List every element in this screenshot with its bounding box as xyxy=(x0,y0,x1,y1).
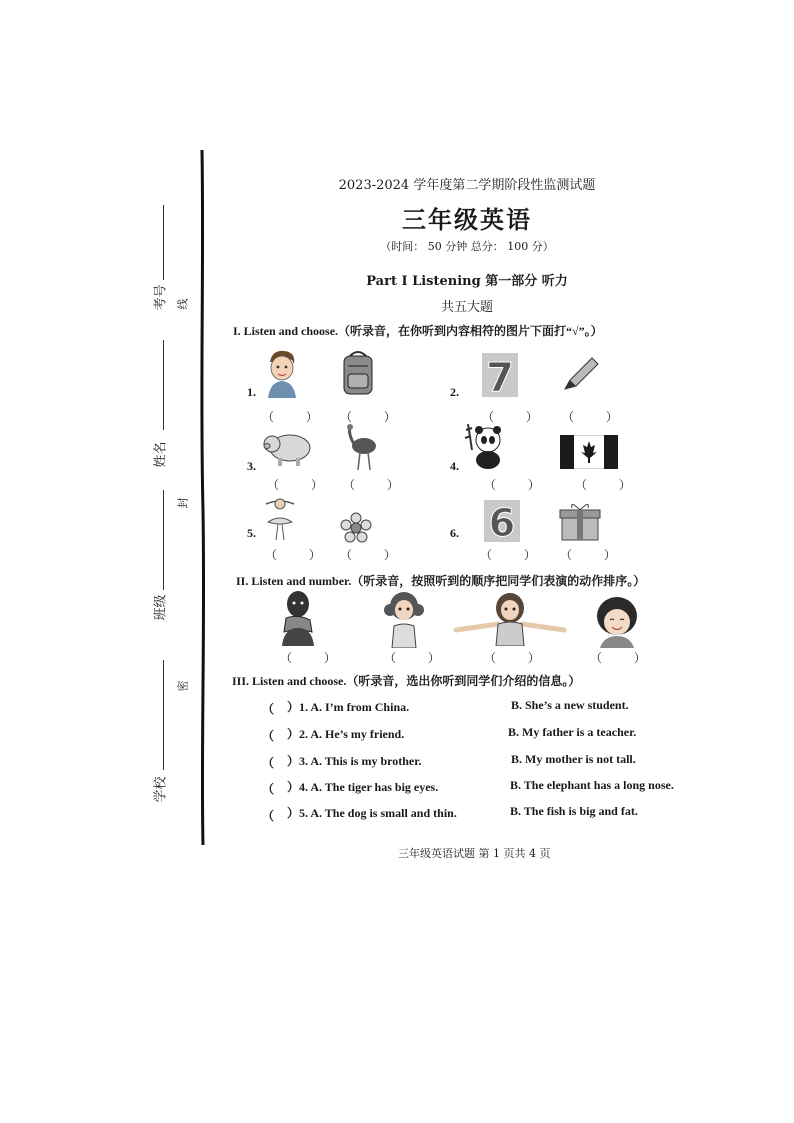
section2-instruction: II. Listen and number.（听录音，按照听到的顺序把同学们表演的动作排序。） xyxy=(236,574,646,588)
answer-paren[interactable]: （ ） xyxy=(340,410,410,424)
answer-paren[interactable]: （ ） xyxy=(560,548,630,562)
option-b: B. The elephant has a long nose. xyxy=(510,778,674,792)
pig-icon xyxy=(262,428,314,468)
option-a: ）5. A. The dog is small and thin. xyxy=(287,806,457,820)
answer-paren[interactable]: （ ） xyxy=(340,548,410,562)
ballerina-icon xyxy=(262,496,298,542)
answer-paren[interactable]: （ ） xyxy=(575,478,645,492)
exam-title: 2023-2024 学年度第二学期阶段性监测试题 xyxy=(338,178,596,193)
number-seven-icon xyxy=(482,353,518,397)
part-subheading: 共五大题 xyxy=(440,300,493,315)
exam-meta: （时间： 50 分钟 总分： 100 分） xyxy=(380,240,554,253)
answer-paren[interactable]: （ ） xyxy=(482,410,552,424)
exam-number-label: 考号 xyxy=(153,284,169,311)
class-rule xyxy=(163,490,164,590)
option-a: ）1. A. I’m from China. xyxy=(287,700,410,714)
part-heading: Part I Listening 第一部分 听力 xyxy=(366,274,568,289)
pencil-icon xyxy=(562,356,600,392)
question-paren[interactable]: （ xyxy=(262,729,275,743)
item-number: 6. xyxy=(450,526,459,540)
answer-paren[interactable]: （ ） xyxy=(590,651,660,665)
question-paren[interactable]: （ xyxy=(262,702,275,716)
name-label: 姓名 xyxy=(153,441,169,468)
seal-line: 线 xyxy=(176,298,190,310)
option-b: B. My mother is not tall. xyxy=(511,752,636,766)
option-b: B. My father is a teacher. xyxy=(508,725,637,739)
option-a: ）4. A. The tiger has big eyes. xyxy=(287,780,439,794)
answer-paren[interactable]: （ ） xyxy=(280,651,350,665)
girl-scarf-icon xyxy=(276,588,320,646)
answer-paren[interactable]: （ ） xyxy=(265,548,335,562)
item-number: 3. xyxy=(247,459,256,473)
flower-icon xyxy=(340,512,372,544)
class-label: 班级 xyxy=(153,594,169,621)
answer-paren[interactable]: （ ） xyxy=(267,478,337,492)
answer-paren[interactable]: （ ） xyxy=(484,651,554,665)
canada-flag-icon xyxy=(560,435,618,469)
school-rule xyxy=(163,660,164,770)
item-number: 5. xyxy=(247,526,256,540)
option-b: B. She’s a new student. xyxy=(511,698,629,712)
subject-title: 三年级英语 xyxy=(402,205,532,234)
section3-instruction: III. Listen and choose.（听录音，选出你听到同学们介绍的信息。） xyxy=(232,674,581,688)
answer-paren[interactable]: （ ） xyxy=(480,548,550,562)
name-rule xyxy=(163,340,164,430)
panda-icon xyxy=(462,420,506,470)
girl-pigtails-icon xyxy=(382,590,426,648)
svg-text:6: 6 xyxy=(488,501,516,542)
school-label: 学校 xyxy=(153,776,169,803)
boy-icon xyxy=(262,348,302,398)
question-paren[interactable]: （ xyxy=(262,809,275,823)
girl-arms-open-icon xyxy=(452,590,568,646)
item-number: 2. xyxy=(450,385,459,399)
answer-paren[interactable]: （ ） xyxy=(562,410,632,424)
binding-line xyxy=(200,150,206,845)
svg-text:7: 7 xyxy=(486,355,514,397)
ostrich-icon xyxy=(340,424,380,472)
seal-secret: 密 xyxy=(176,680,190,692)
girl-smiling-icon xyxy=(590,594,644,648)
answer-paren[interactable]: （ ） xyxy=(262,410,332,424)
answer-paren[interactable]: （ ） xyxy=(343,478,413,492)
question-paren[interactable]: （ xyxy=(262,782,275,796)
section1-instruction: I. Listen and choose.（听录音，在你听到内容相符的图片下面打“√”。） xyxy=(233,324,603,338)
backpack-icon xyxy=(338,348,378,396)
page-footer: 三年级英语试题 第 1 页共 4 页 xyxy=(398,847,551,860)
number-six-icon xyxy=(484,500,520,542)
seal-seal: 封 xyxy=(176,497,190,509)
question-paren[interactable]: （ xyxy=(262,756,275,770)
option-a: ）3. A. This is my brother. xyxy=(287,754,422,768)
answer-paren[interactable]: （ ） xyxy=(384,651,454,665)
item-number: 4. xyxy=(450,459,459,473)
answer-paren[interactable]: （ ） xyxy=(484,478,554,492)
item-number: 1. xyxy=(247,385,256,399)
gift-icon xyxy=(558,502,602,542)
option-b: B. The fish is big and fat. xyxy=(510,804,638,818)
option-a: ）2. A. He’s my friend. xyxy=(287,727,405,741)
